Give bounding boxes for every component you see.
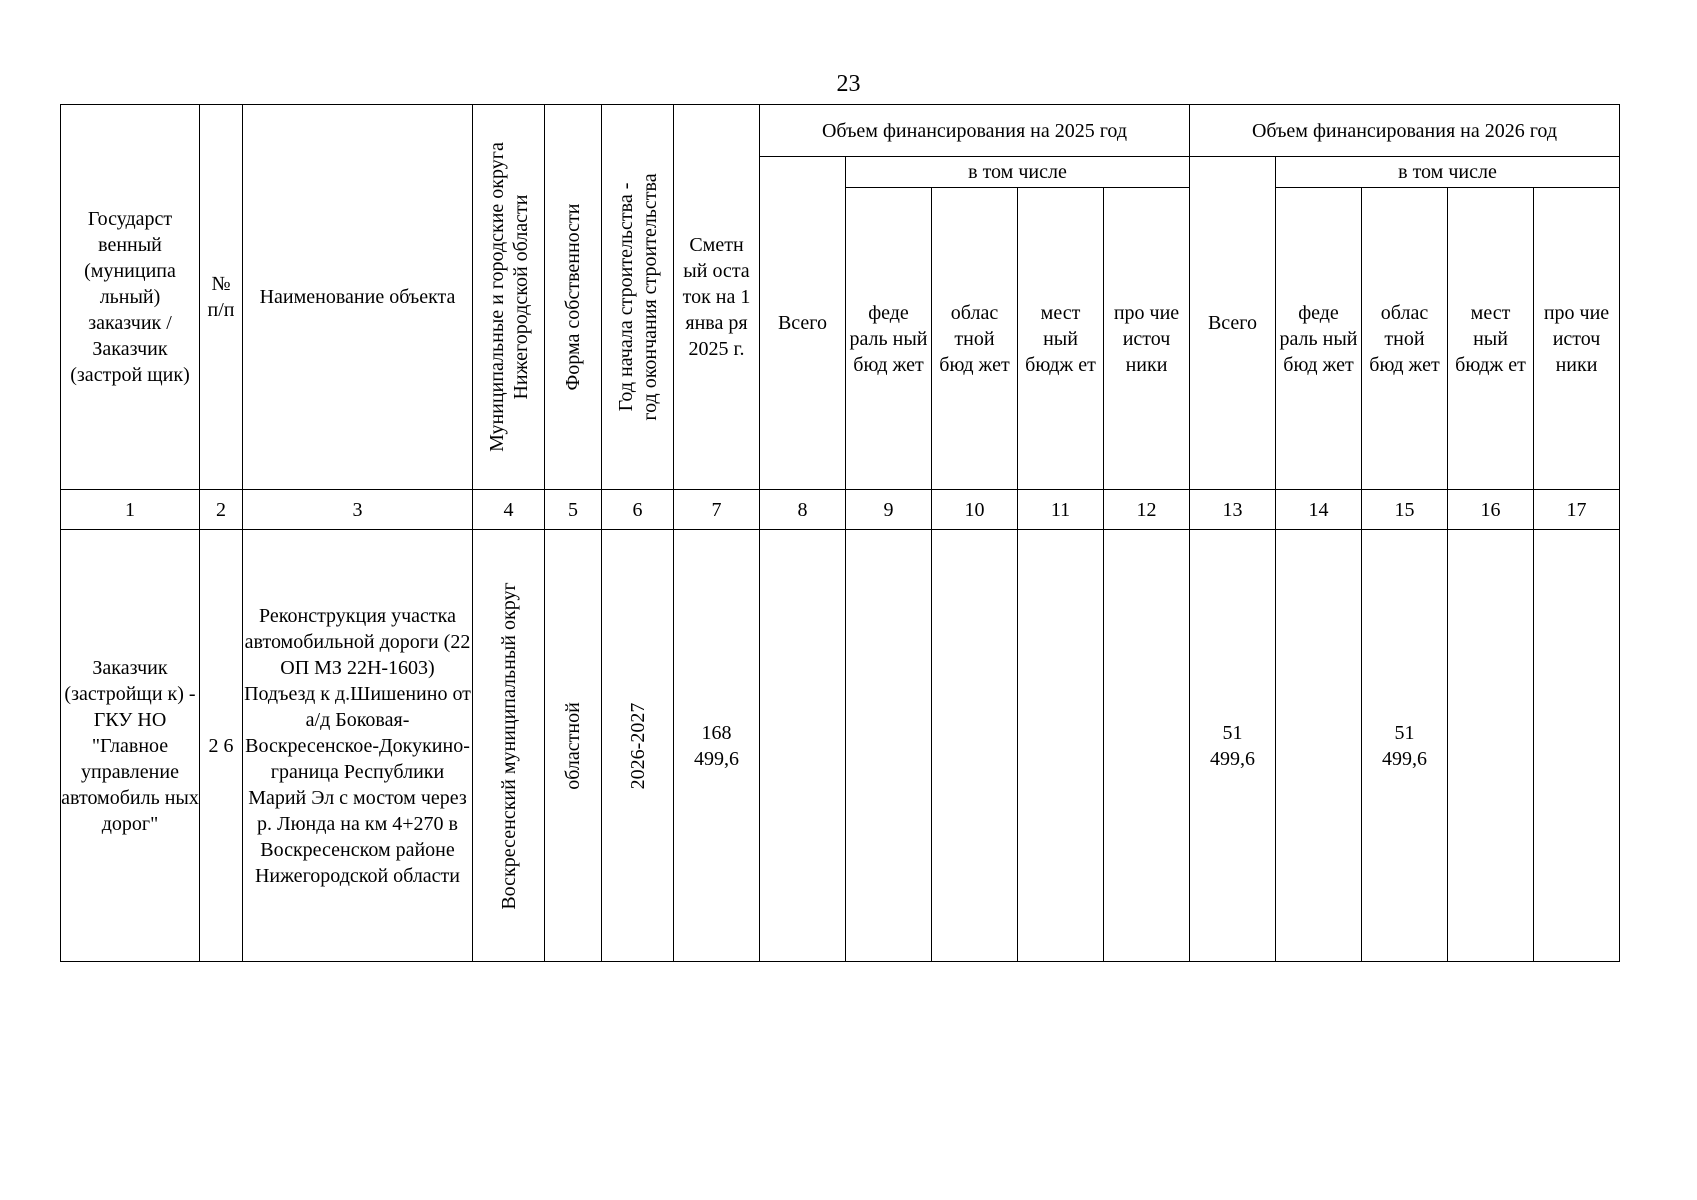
header-estimate: Сметн ый оста ток на 1 янва ря 2025 г. xyxy=(674,105,760,490)
row-object-name: Реконструкция участка автомобильной дороги (22 ОП МЗ 22Н-1603) Подъезд к д.Шишенино от а/д Боковая-Воскресенское-Докукино-граница Республики Марий Эл с мостом через р. Люнда на км 4+270 в Воскресенском районе Нижегородской области xyxy=(243,530,473,962)
column-number: 13 xyxy=(1190,490,1276,530)
row-local-2025 xyxy=(1018,530,1104,962)
header-total-2026: Всего xyxy=(1190,157,1276,490)
row-total-2025 xyxy=(760,530,846,962)
page-number: 23 xyxy=(836,71,861,97)
column-number: 1 xyxy=(61,490,200,530)
row-regional-2025 xyxy=(932,530,1018,962)
header-other-2026: про чие источ ники xyxy=(1534,188,1620,490)
table-row xyxy=(61,530,1620,962)
header-years: Год начала строительства - год окончания строительства xyxy=(602,105,674,490)
header-federal-2026: феде раль ный бюд жет xyxy=(1276,188,1362,490)
column-number: 9 xyxy=(846,490,932,530)
row-estimate: 168 499,6 xyxy=(674,530,760,962)
header-including-2025: в том числе xyxy=(846,157,1190,188)
column-number: 10 xyxy=(932,490,1018,530)
column-number: 15 xyxy=(1362,490,1448,530)
header-regional-2026: облас тной бюд жет xyxy=(1362,188,1448,490)
header-local-2025: мест ный бюдж ет xyxy=(1018,188,1104,490)
column-number: 7 xyxy=(674,490,760,530)
header-customer: Государст венный (муниципа льный) заказчик / Заказчик (застрой щик) xyxy=(61,105,200,490)
header-ownership: Форма собственности xyxy=(545,105,602,490)
row-other-2026 xyxy=(1534,530,1620,962)
header-total-2025: Всего xyxy=(760,157,846,490)
header-local-2026: мест ный бюдж ет xyxy=(1448,188,1534,490)
header-including-2026: в том числе xyxy=(1276,157,1620,188)
header-other-2025: про чие источ ники xyxy=(1104,188,1190,490)
column-number: 3 xyxy=(243,490,473,530)
row-federal-2026 xyxy=(1276,530,1362,962)
header-num: № п/п xyxy=(200,105,243,490)
header-federal-2025: феде раль ный бюд жет xyxy=(846,188,932,490)
header-funding-2025: Объем финансирования на 2025 год xyxy=(760,105,1190,157)
column-number: 6 xyxy=(602,490,674,530)
column-number: 8 xyxy=(760,490,846,530)
column-number: 5 xyxy=(545,490,602,530)
column-number: 4 xyxy=(473,490,545,530)
row-municipality: Воскресенский муниципальный округ xyxy=(473,530,545,962)
row-customer: Заказчик (застройщи к) - ГКУ НО "Главное управление автомобиль ных дорог" xyxy=(61,530,200,962)
column-number: 17 xyxy=(1534,490,1620,530)
row-years: 2026-2027 xyxy=(602,530,674,962)
financing-table xyxy=(60,104,1620,962)
row-other-2025 xyxy=(1104,530,1190,962)
header-regional-2025: облас тной бюд жет xyxy=(932,188,1018,490)
column-number: 12 xyxy=(1104,490,1190,530)
row-total-2026: 51 499,6 xyxy=(1190,530,1276,962)
column-number: 11 xyxy=(1018,490,1104,530)
header-municipal: Муниципальные и городские округа Нижегородской области xyxy=(473,105,545,490)
header-funding-2026: Объем финансирования на 2026 год xyxy=(1190,105,1620,157)
column-number: 14 xyxy=(1276,490,1362,530)
row-local-2026 xyxy=(1448,530,1534,962)
column-number: 16 xyxy=(1448,490,1534,530)
row-ownership: областной xyxy=(545,530,602,962)
row-num: 2 6 xyxy=(200,530,243,962)
header-object-name: Наименование объекта xyxy=(243,105,473,490)
row-regional-2026: 51 499,6 xyxy=(1362,530,1448,962)
column-number: 2 xyxy=(200,490,243,530)
row-federal-2025 xyxy=(846,530,932,962)
